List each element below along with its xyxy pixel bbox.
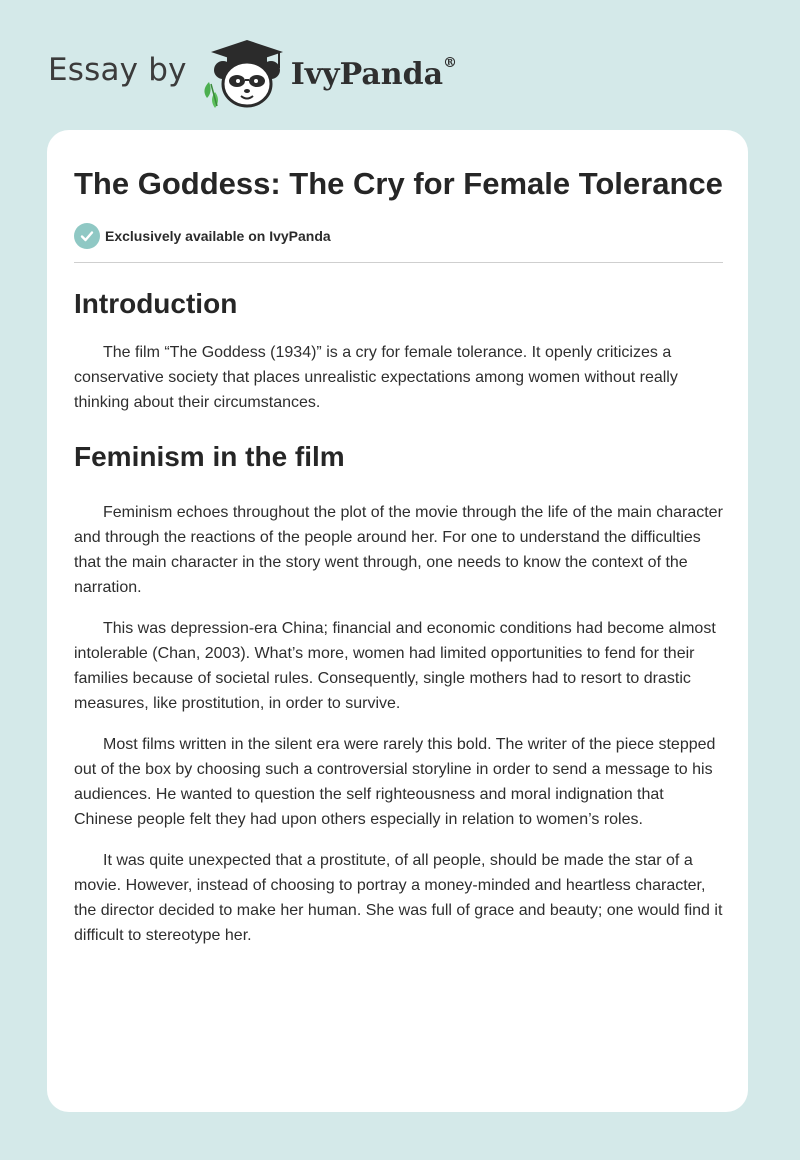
- check-circle-icon: [74, 223, 100, 249]
- article-card: [47, 130, 748, 1112]
- exclusive-badge: [74, 222, 723, 250]
- paragraph: The film “The Goddess (1934)” is a cry for female tolerance. It openly criticizes a conservative society that places unrealistic expectations among women without really thinking about their circumstances.: [74, 344, 678, 411]
- brand-name[interactable]: [290, 54, 458, 92]
- paragraph: This was depression-era China; financial and economic conditions had become almost intolerable (Chan, 2003). What’s more, women had limited opportunities to fend for their families because of societal rules. Consequently, single mothers had to resort to drastic measures, like prostitution, in order to survive.: [74, 620, 716, 712]
- essay-by-label: Essay by: [48, 52, 187, 88]
- panda-logo-icon[interactable]: [201, 34, 293, 110]
- brand-text: IvyPanda: [290, 56, 444, 92]
- site-header: [48, 34, 508, 110]
- paragraph: It was quite unexpected that a prostitute, of all people, should be made the star of a movie. However, instead of choosing to portray a money-minded and heartless character, the director decided to make her human. She was full of grace and beauty; one would find it difficult to stereotype her.: [74, 852, 723, 944]
- section-heading: Feminism in the film: [74, 441, 345, 472]
- divider: [74, 262, 723, 263]
- paragraph: Feminism echoes throughout the plot of the movie through the life of the main character and through the reactions of the people around her. For one to understand the difficulties that the main character in the story went through, one needs to know the context of the narration.: [74, 504, 723, 596]
- article-content: [74, 130, 723, 948]
- page-title: The Goddess: The Cry for Female Tolerance: [74, 166, 723, 201]
- registered-mark: ®: [443, 54, 458, 71]
- badge-text: Exclusively available on IvyPanda: [105, 228, 331, 244]
- section-heading: Introduction: [74, 288, 238, 319]
- paragraph: Most films written in the silent era were rarely this bold. The writer of the piece stepped out of the box by choosing such a controversial storyline in order to send a message to his audiences. He wanted to question the self righteousness and moral indignation that Chinese people felt they had upon others especially in relation to women’s roles.: [74, 736, 716, 828]
